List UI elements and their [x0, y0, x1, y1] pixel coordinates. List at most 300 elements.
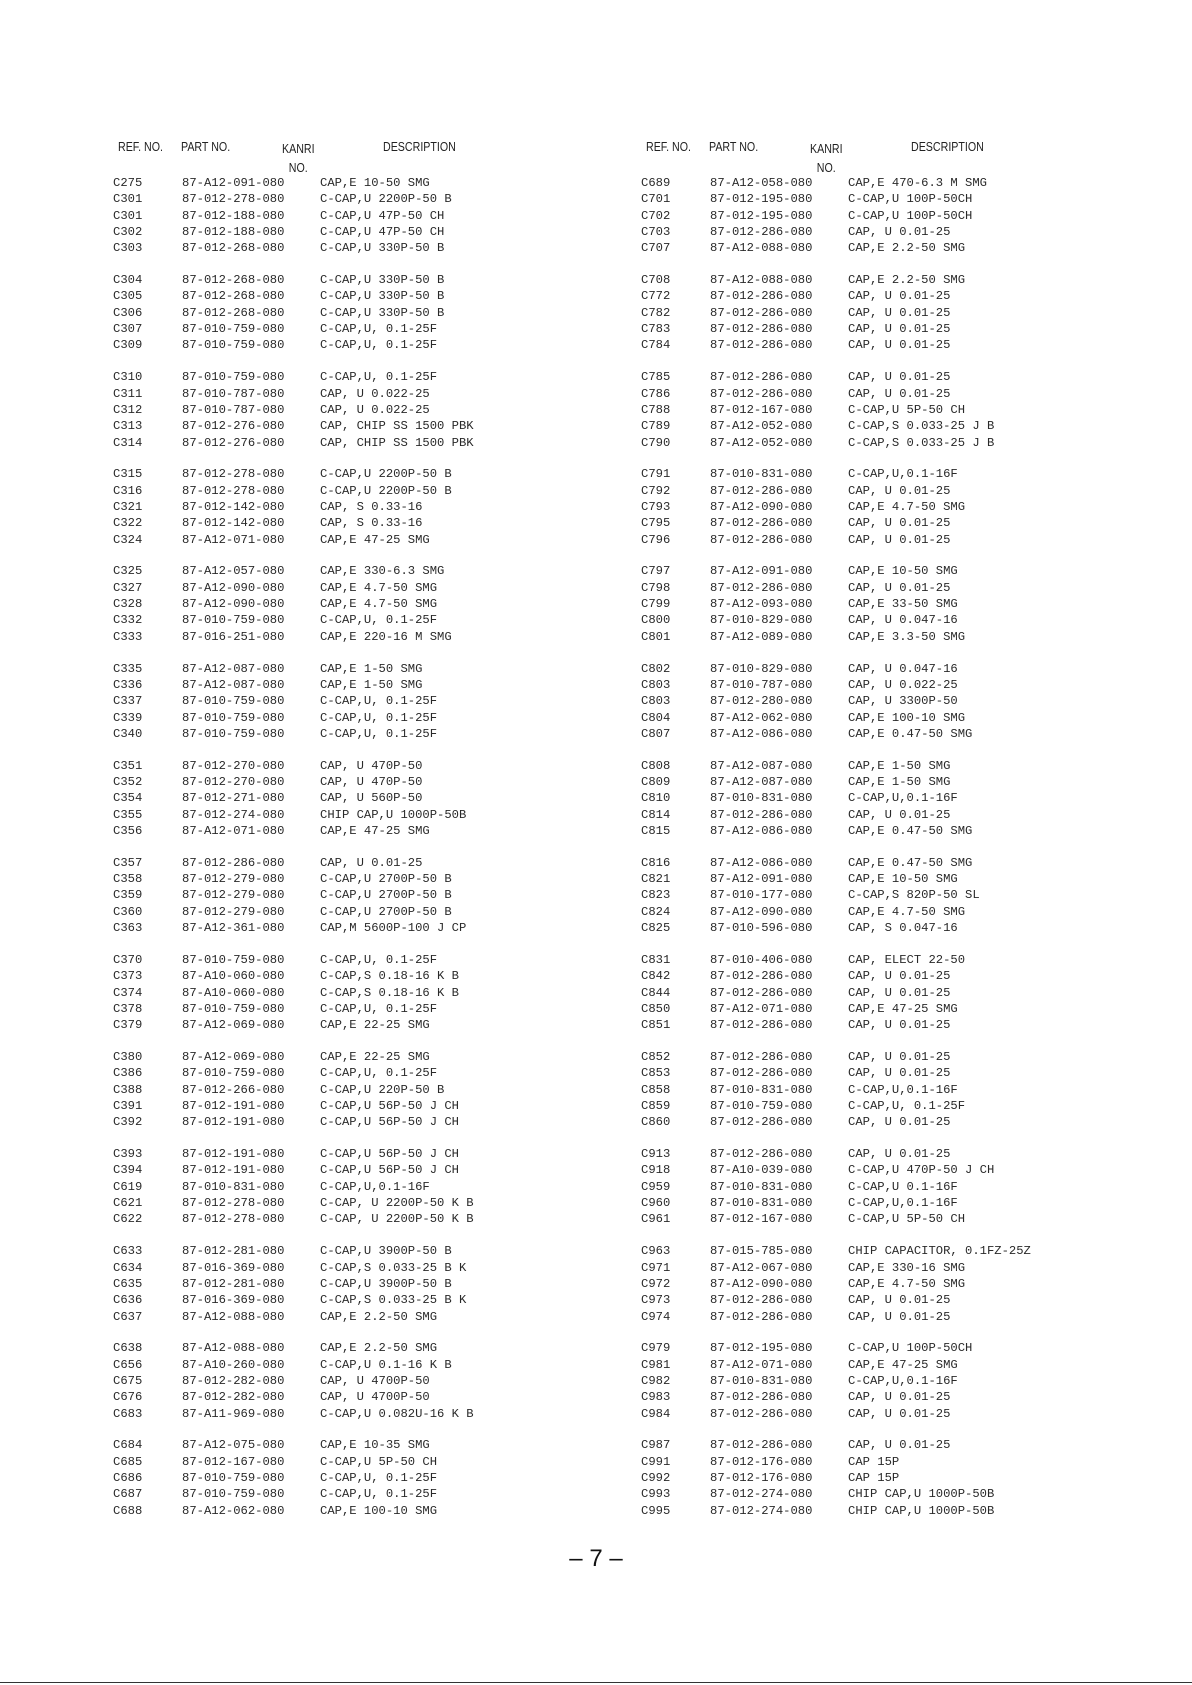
- part-no-cell: 87-010-831-080: [710, 1374, 813, 1388]
- ref-no-cell: C971: [641, 1260, 671, 1275]
- description-cell: CAP, U 0.01-25: [848, 305, 951, 320]
- parts-row: [113, 563, 583, 579]
- part-no-cell: 87-A12-091-080: [182, 176, 285, 190]
- description-cell: C-CAP,U, 0.1-25F: [320, 370, 438, 385]
- description-cell: CAP, U 0.01-25: [848, 483, 951, 498]
- part-no-cell: 87-012-286-080: [710, 225, 813, 240]
- parts-row: [113, 369, 583, 385]
- ref-no-cell: C301: [113, 192, 143, 207]
- part-no-cell: 87-012-176-080: [710, 1471, 813, 1486]
- parts-row: [641, 1389, 1111, 1405]
- ref-no-cell: C275: [113, 176, 143, 190]
- description-cell: C-CAP,U 330P-50 B: [320, 273, 445, 288]
- header-kanri-no: KANRI NO.: [810, 141, 843, 175]
- part-no-cell: 87-A10-039-080: [710, 1163, 813, 1178]
- parts-row: [113, 612, 583, 628]
- header-ref-no: REF. NO.: [646, 139, 692, 154]
- ref-no-cell: C982: [641, 1374, 671, 1388]
- ref-no-cell: C991: [641, 1454, 671, 1469]
- part-no-cell: 87-012-286-080: [710, 305, 813, 320]
- part-no-cell: 87-012-281-080: [182, 1244, 285, 1259]
- part-no-cell: 87-012-276-080: [182, 419, 285, 434]
- description-cell: CAP,E 1-50 SMG: [848, 775, 951, 789]
- part-no-cell: 87-010-759-080: [182, 726, 285, 741]
- part-no-cell: 87-A12-052-080: [710, 435, 813, 450]
- description-cell: C-CAP,U 100P-50CH: [848, 1341, 973, 1356]
- column-header: [113, 137, 583, 175]
- parts-row: [641, 1049, 1111, 1065]
- ref-no-cell: C370: [113, 952, 143, 967]
- ref-no-cell: C701: [641, 192, 671, 207]
- parts-row: [641, 1017, 1111, 1033]
- description-cell: CAP,E 4.7-50 SMG: [848, 1276, 966, 1291]
- ref-no-cell: C853: [641, 1066, 671, 1081]
- parts-row: [113, 952, 583, 968]
- header-part-no: PART NO.: [709, 139, 759, 154]
- ref-no-cell: C788: [641, 402, 671, 417]
- column-header: [641, 137, 1111, 175]
- description-cell: CAP 15P: [848, 1454, 900, 1469]
- description-cell: CAP,M 5600P-100 J CP: [320, 921, 467, 936]
- part-no-cell: 87-A12-361-080: [182, 921, 285, 936]
- parts-row: [641, 1146, 1111, 1162]
- header-part-no: PART NO.: [181, 139, 231, 154]
- ref-no-cell: C393: [113, 1147, 143, 1162]
- description-cell: CAP,E 470-6.3 M SMG: [848, 176, 987, 190]
- description-cell: CAP,E 330-16 SMG: [848, 1260, 966, 1275]
- description-cell: C-CAP,U 5P-50 CH: [848, 1212, 966, 1227]
- parts-row: [641, 1503, 1111, 1519]
- parts-row: [113, 1017, 583, 1033]
- parts-group: [113, 1243, 583, 1325]
- description-cell: C-CAP,U, 0.1-25F: [320, 694, 438, 709]
- ref-no-cell: C307: [113, 322, 143, 337]
- bottom-rule: [0, 1682, 1192, 1683]
- parts-row: [113, 515, 583, 531]
- parts-row: [641, 208, 1111, 224]
- ref-no-cell: C851: [641, 1018, 671, 1033]
- description-cell: CAP, U 0.022-25: [320, 402, 430, 417]
- parts-row: [641, 272, 1111, 288]
- description-cell: C-CAP,S 0.033-25 B K: [320, 1260, 467, 1275]
- description-cell: C-CAP,U, 0.1-25F: [320, 952, 438, 967]
- parts-row: [113, 887, 583, 903]
- part-no-cell: 87-010-787-080: [182, 386, 285, 401]
- part-no-cell: 87-010-759-080: [182, 1066, 285, 1081]
- ref-no-cell: C859: [641, 1099, 671, 1114]
- parts-row: [113, 1389, 583, 1405]
- part-no-cell: 87-012-188-080: [182, 225, 285, 240]
- description-cell: C-CAP,U 2200P-50 B: [320, 467, 452, 482]
- parts-row: [641, 1098, 1111, 1114]
- parts-row: [641, 435, 1111, 451]
- ref-no-cell: C785: [641, 370, 671, 385]
- part-no-cell: 87-012-286-080: [710, 1406, 813, 1421]
- description-cell: CAP,E 4.7-50 SMG: [848, 904, 966, 919]
- part-no-cell: 87-A12-090-080: [182, 597, 285, 612]
- parts-group: [641, 1049, 1111, 1131]
- parts-row: [113, 1357, 583, 1373]
- description-cell: C-CAP,U 47P-50 CH: [320, 208, 445, 223]
- parts-row: [641, 612, 1111, 628]
- part-no-cell: 87-012-191-080: [182, 1099, 285, 1114]
- parts-row: [113, 710, 583, 726]
- parts-row: [641, 629, 1111, 645]
- parts-row: [113, 532, 583, 548]
- parts-row: [113, 1454, 583, 1470]
- ref-no-cell: C312: [113, 402, 143, 417]
- ref-no-cell: C332: [113, 613, 143, 628]
- parts-row: [641, 726, 1111, 742]
- part-no-cell: 87-A12-071-080: [182, 532, 285, 547]
- part-no-cell: 87-012-278-080: [182, 1196, 285, 1211]
- description-cell: CAP, U 4700P-50: [320, 1390, 430, 1405]
- part-no-cell: 87-010-831-080: [710, 467, 813, 482]
- part-no-cell: 87-A12-088-080: [182, 1309, 285, 1324]
- part-no-cell: 87-A12-071-080: [710, 1001, 813, 1016]
- description-cell: CAP,E 22-25 SMG: [320, 1018, 430, 1033]
- parts-row: [641, 563, 1111, 579]
- description-cell: CAP, U 560P-50: [320, 791, 423, 806]
- part-no-cell: 87-012-274-080: [710, 1487, 813, 1502]
- description-cell: CAP, U 0.01-25: [848, 289, 951, 304]
- description-cell: CAP,E 220-16 M SMG: [320, 629, 452, 644]
- parts-list-right: [641, 175, 1111, 1519]
- ref-no-cell: C313: [113, 419, 143, 434]
- parts-row: [113, 272, 583, 288]
- ref-no-cell: C786: [641, 386, 671, 401]
- ref-no-cell: C304: [113, 273, 143, 288]
- parts-group: [641, 1340, 1111, 1422]
- parts-row: [113, 1179, 583, 1195]
- parts-group: [113, 1049, 583, 1131]
- parts-group: [113, 855, 583, 937]
- parts-row: [641, 418, 1111, 434]
- description-cell: CAP, U 470P-50: [320, 758, 423, 773]
- description-cell: CAP,E 47-25 SMG: [320, 532, 430, 547]
- parts-row: [641, 175, 1111, 191]
- part-no-cell: 87-A12-088-080: [710, 241, 813, 256]
- part-no-cell: 87-A12-090-080: [710, 904, 813, 919]
- parts-row: [641, 774, 1111, 790]
- part-no-cell: 87-012-191-080: [182, 1163, 285, 1178]
- ref-no-cell: C823: [641, 888, 671, 903]
- ref-no-cell: C305: [113, 289, 143, 304]
- part-no-cell: 87-010-759-080: [182, 1001, 285, 1016]
- part-no-cell: 87-010-759-080: [182, 952, 285, 967]
- description-cell: CAP, CHIP SS 1500 PBK: [320, 419, 474, 434]
- part-no-cell: 87-016-251-080: [182, 629, 285, 644]
- parts-row: [641, 466, 1111, 482]
- parts-row: [113, 1114, 583, 1130]
- parts-row: [641, 1276, 1111, 1292]
- ref-no-cell: C675: [113, 1374, 143, 1388]
- part-no-cell: 87-A12-087-080: [182, 677, 285, 692]
- parts-row: [113, 1276, 583, 1292]
- part-no-cell: 87-A12-071-080: [182, 824, 285, 839]
- description-cell: C-CAP,S 0.033-25 J B: [848, 435, 995, 450]
- parts-row: [641, 305, 1111, 321]
- ref-no-cell: C378: [113, 1001, 143, 1016]
- ref-no-cell: C795: [641, 516, 671, 531]
- part-no-cell: 87-010-787-080: [710, 677, 813, 692]
- parts-row: [641, 1001, 1111, 1017]
- description-cell: C-CAP,U,0.1-16F: [848, 791, 958, 806]
- parts-row: [113, 208, 583, 224]
- ref-no-cell: C354: [113, 791, 143, 806]
- ref-no-cell: C336: [113, 677, 143, 692]
- ref-no-cell: C798: [641, 580, 671, 595]
- parts-row: [113, 1162, 583, 1178]
- ref-no-cell: C391: [113, 1099, 143, 1114]
- part-no-cell: 87-012-280-080: [710, 694, 813, 709]
- part-no-cell: 87-012-286-080: [710, 1390, 813, 1405]
- ref-no-cell: C321: [113, 500, 143, 515]
- part-no-cell: 87-012-279-080: [182, 872, 285, 887]
- description-cell: CAP, ELECT 22-50: [848, 952, 966, 967]
- ref-no-cell: C633: [113, 1244, 143, 1259]
- ref-no-cell: C850: [641, 1001, 671, 1016]
- description-cell: CAP 15P: [848, 1471, 900, 1486]
- description-cell: CAP,E 100-10 SMG: [320, 1503, 438, 1518]
- ref-no-cell: C791: [641, 467, 671, 482]
- parts-row: [113, 386, 583, 402]
- parts-row: [113, 677, 583, 693]
- parts-group: [641, 272, 1111, 354]
- part-no-cell: 87-A10-060-080: [182, 969, 285, 984]
- parts-row: [641, 1486, 1111, 1502]
- part-no-cell: 87-012-286-080: [710, 338, 813, 353]
- part-no-cell: 87-010-759-080: [182, 1487, 285, 1502]
- description-cell: C-CAP,S 820P-50 SL: [848, 888, 980, 903]
- parts-row: [641, 580, 1111, 596]
- part-no-cell: 87-A12-090-080: [182, 580, 285, 595]
- parts-row: [641, 1340, 1111, 1356]
- parts-row: [113, 1211, 583, 1227]
- ref-no-cell: C802: [641, 661, 671, 676]
- ref-no-cell: C360: [113, 904, 143, 919]
- parts-row: [113, 191, 583, 207]
- ref-no-cell: C379: [113, 1018, 143, 1033]
- description-cell: CAP,E 1-50 SMG: [848, 758, 951, 773]
- ref-no-cell: C708: [641, 273, 671, 288]
- description-cell: C-CAP,U 3900P-50 B: [320, 1276, 452, 1291]
- part-no-cell: 87-012-191-080: [182, 1115, 285, 1130]
- part-no-cell: 87-012-286-080: [710, 322, 813, 337]
- ref-no-cell: C352: [113, 775, 143, 789]
- part-no-cell: 87-A12-088-080: [710, 273, 813, 288]
- parts-row: [641, 1195, 1111, 1211]
- part-no-cell: 87-012-286-080: [710, 1115, 813, 1130]
- description-cell: CAP,E 0.47-50 SMG: [848, 726, 973, 741]
- ref-no-cell: C803: [641, 694, 671, 709]
- part-no-cell: 87-012-268-080: [182, 241, 285, 256]
- part-no-cell: 87-A12-071-080: [710, 1357, 813, 1372]
- part-no-cell: 87-010-177-080: [710, 888, 813, 903]
- parts-row: [641, 532, 1111, 548]
- part-no-cell: 87-010-759-080: [182, 322, 285, 337]
- description-cell: CAP,E 10-35 SMG: [320, 1438, 430, 1453]
- description-cell: C-CAP,U, 0.1-25F: [320, 1487, 438, 1502]
- parts-group: [113, 466, 583, 548]
- description-cell: C-CAP,U 0.1-16F: [848, 1179, 958, 1194]
- part-no-cell: 87-012-266-080: [182, 1082, 285, 1097]
- parts-row: [113, 418, 583, 434]
- part-no-cell: 87-012-286-080: [710, 580, 813, 595]
- description-cell: CAP,E 0.47-50 SMG: [848, 824, 973, 839]
- part-no-cell: 87-A12-062-080: [710, 710, 813, 725]
- parts-row: [113, 920, 583, 936]
- part-no-cell: 87-012-281-080: [182, 1276, 285, 1291]
- ref-no-cell: C816: [641, 855, 671, 870]
- parts-row: [641, 1309, 1111, 1325]
- description-cell: CAP,E 47-25 SMG: [320, 824, 430, 839]
- ref-no-cell: C974: [641, 1309, 671, 1324]
- ref-no-cell: C831: [641, 952, 671, 967]
- description-cell: CAP, U 0.022-25: [320, 386, 430, 401]
- description-cell: CAP, U 0.01-25: [848, 1406, 951, 1421]
- ref-no-cell: C363: [113, 921, 143, 936]
- ref-no-cell: C993: [641, 1487, 671, 1502]
- description-cell: CAP, U 0.01-25: [848, 969, 951, 984]
- ref-no-cell: C619: [113, 1179, 143, 1194]
- ref-no-cell: C789: [641, 419, 671, 434]
- part-no-cell: 87-A12-087-080: [710, 758, 813, 773]
- ref-no-cell: C984: [641, 1406, 671, 1421]
- description-cell: C-CAP,U, 0.1-25F: [320, 613, 438, 628]
- part-no-cell: 87-A12-090-080: [710, 1276, 813, 1291]
- parts-group: [641, 952, 1111, 1034]
- ref-no-cell: C676: [113, 1390, 143, 1405]
- description-cell: C-CAP,U, 0.1-25F: [320, 322, 438, 337]
- part-no-cell: 87-012-286-080: [710, 1066, 813, 1081]
- description-cell: C-CAP,U,0.1-16F: [848, 467, 958, 482]
- part-no-cell: 87-012-274-080: [710, 1503, 813, 1518]
- ref-no-cell: C810: [641, 791, 671, 806]
- parts-column-right: [641, 137, 1111, 1535]
- page-number: – 7 –: [569, 1545, 623, 1572]
- part-no-cell: 87-012-270-080: [182, 775, 285, 789]
- parts-row: [113, 758, 583, 774]
- ref-no-cell: C351: [113, 758, 143, 773]
- parts-row: [113, 175, 583, 191]
- description-cell: CAP,E 4.7-50 SMG: [848, 500, 966, 515]
- part-no-cell: 87-012-286-080: [710, 370, 813, 385]
- parts-row: [641, 1162, 1111, 1178]
- ref-no-cell: C687: [113, 1487, 143, 1502]
- ref-no-cell: C961: [641, 1212, 671, 1227]
- part-no-cell: 87-012-167-080: [710, 402, 813, 417]
- description-cell: CHIP CAP,U 1000P-50B: [848, 1487, 995, 1502]
- parts-row: [641, 855, 1111, 871]
- part-no-cell: 87-012-268-080: [182, 305, 285, 320]
- part-no-cell: 87-010-831-080: [710, 1179, 813, 1194]
- part-no-cell: 87-010-406-080: [710, 952, 813, 967]
- parts-row: [641, 871, 1111, 887]
- parts-group: [113, 952, 583, 1034]
- parts-row: [641, 369, 1111, 385]
- part-no-cell: 87-A12-075-080: [182, 1438, 285, 1453]
- description-cell: CAP,E 3.3-50 SMG: [848, 629, 966, 644]
- parts-row: [641, 499, 1111, 515]
- ref-no-cell: C327: [113, 580, 143, 595]
- description-cell: CAP, U 0.047-16: [848, 661, 958, 676]
- parts-row: [113, 1406, 583, 1422]
- part-no-cell: 87-012-167-080: [710, 1212, 813, 1227]
- part-no-cell: 87-012-268-080: [182, 273, 285, 288]
- parts-row: [113, 904, 583, 920]
- part-no-cell: 87-012-188-080: [182, 208, 285, 223]
- part-no-cell: 87-A12-067-080: [710, 1260, 813, 1275]
- ref-no-cell: C972: [641, 1276, 671, 1291]
- ref-no-cell: C790: [641, 435, 671, 450]
- ref-no-cell: C852: [641, 1049, 671, 1064]
- ref-no-cell: C807: [641, 726, 671, 741]
- part-no-cell: 87-016-369-080: [182, 1293, 285, 1308]
- part-no-cell: 87-A12-088-080: [182, 1341, 285, 1356]
- part-no-cell: 87-A12-087-080: [710, 775, 813, 789]
- ref-no-cell: C821: [641, 872, 671, 887]
- description-cell: C-CAP,S 0.033-25 J B: [848, 419, 995, 434]
- ref-no-cell: C333: [113, 629, 143, 644]
- description-cell: C-CAP,U 0.082U-16 K B: [320, 1406, 474, 1421]
- parts-row: [641, 1114, 1111, 1130]
- parts-group: [641, 466, 1111, 548]
- ref-no-cell: C772: [641, 289, 671, 304]
- ref-no-cell: C303: [113, 241, 143, 256]
- ref-no-cell: C337: [113, 694, 143, 709]
- description-cell: CAP,E 100-10 SMG: [848, 710, 966, 725]
- description-cell: CAP,E 47-25 SMG: [848, 1001, 958, 1016]
- description-cell: C-CAP,U,0.1-16F: [848, 1374, 958, 1388]
- ref-no-cell: C386: [113, 1066, 143, 1081]
- parts-row: [641, 807, 1111, 823]
- ref-no-cell: C979: [641, 1341, 671, 1356]
- description-cell: C-CAP,U,0.1-16F: [848, 1196, 958, 1211]
- part-no-cell: 87-A12-058-080: [710, 176, 813, 190]
- ref-no-cell: C316: [113, 483, 143, 498]
- description-cell: C-CAP, U 2200P-50 K B: [320, 1212, 474, 1227]
- ref-no-cell: C301: [113, 208, 143, 223]
- ref-no-cell: C703: [641, 225, 671, 240]
- part-no-cell: 87-A12-069-080: [182, 1049, 285, 1064]
- ref-no-cell: C314: [113, 435, 143, 450]
- description-cell: C-CAP,S 0.18-16 K B: [320, 985, 459, 1000]
- parts-group: [641, 563, 1111, 645]
- ref-no-cell: C686: [113, 1471, 143, 1486]
- description-cell: C-CAP,U 56P-50 J CH: [320, 1163, 459, 1178]
- part-no-cell: 87-A12-089-080: [710, 629, 813, 644]
- parts-row: [113, 968, 583, 984]
- part-no-cell: 87-012-286-080: [710, 1309, 813, 1324]
- part-no-cell: 87-010-831-080: [710, 791, 813, 806]
- parts-group: [113, 272, 583, 354]
- part-no-cell: 87-A12-062-080: [182, 1503, 285, 1518]
- header-kanri-no: KANRI NO.: [282, 141, 315, 175]
- description-cell: CAP,E 10-50 SMG: [320, 176, 430, 190]
- description-cell: C-CAP,U 2700P-50 B: [320, 904, 452, 919]
- part-no-cell: 87-A12-086-080: [710, 824, 813, 839]
- description-cell: C-CAP,U 5P-50 CH: [848, 402, 966, 417]
- ref-no-cell: C685: [113, 1454, 143, 1469]
- ref-no-cell: C357: [113, 855, 143, 870]
- parts-row: [113, 1001, 583, 1017]
- parts-row: [113, 985, 583, 1001]
- description-cell: CAP, S 0.047-16: [848, 921, 958, 936]
- parts-row: [641, 386, 1111, 402]
- part-no-cell: 87-A12-091-080: [710, 872, 813, 887]
- parts-row: [113, 321, 583, 337]
